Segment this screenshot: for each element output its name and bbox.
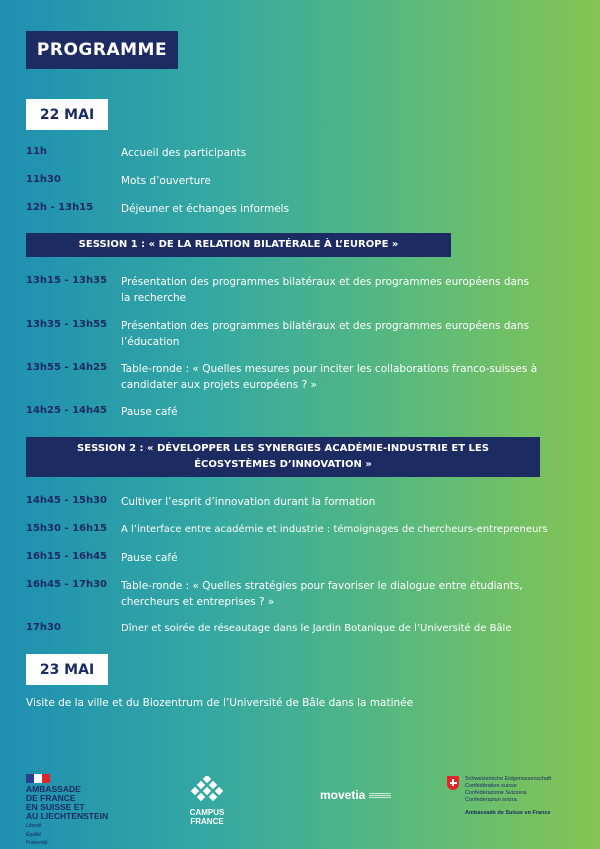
schedule-desc: A l’interface entre académie et industrie : témoignages de chercheurs-entrepreneurs: [121, 524, 548, 535]
schedule-desc: Présentation des programmes bilatéraux et des programmes européens dans la recherche: [121, 276, 530, 304]
swiss-name-line: Schweizerische Eidgenossenschaft: [465, 776, 552, 782]
schedule-time: 15h30 - 16h15: [26, 523, 108, 534]
schedule-row: [26, 522, 586, 538]
schedule-time: 13h55 - 14h25: [26, 362, 108, 373]
schedule-row: [26, 201, 586, 217]
session-2-line1: SESSION 2 : « DÉVELOPPER LES SYNERGIES ACADÉMIE-INDUSTRIE ET LES: [77, 443, 489, 454]
ambassade-line: AMBASSADE: [26, 784, 81, 794]
schedule-row: [26, 173, 586, 189]
schedule-time: 11h: [26, 146, 48, 157]
schedule-row: [26, 578, 586, 610]
schedule-desc: Cultiver l’esprit d’innovation durant la formation: [121, 496, 376, 508]
schedule-desc: Mots d’ouverture: [121, 175, 211, 187]
session-2-header: [26, 437, 540, 477]
schedule-time: 14h25 - 14h45: [26, 405, 108, 416]
schedule-time: 17h30: [26, 622, 61, 633]
ambassade-line: AU LIECHTENSTEIN: [26, 811, 109, 821]
visit-text: Visite de la ville et du Biozentrum de l’Université de Bâle dans la matinée: [26, 697, 414, 709]
swiss-name-line: Confederazione Svizzera: [465, 790, 527, 796]
schedule-desc: Pause café: [121, 406, 178, 418]
campus-france-logo: [186, 776, 228, 826]
swiss-name-line: Confédération suisse: [465, 783, 517, 789]
campus-france-line: FRANCE: [190, 817, 224, 826]
swiss-shield-icon: [447, 776, 459, 790]
schedule-time: 16h45 - 17h30: [26, 579, 108, 590]
schedule-time: 14h45 - 15h30: [26, 495, 108, 506]
motto-line: Égalité: [26, 831, 42, 838]
schedule-desc: Accueil des participants: [121, 147, 247, 159]
session-1-header: SESSION 1 : « DE LA RELATION BILATÉRALE À L’EUROPE »: [26, 233, 451, 257]
schedule-row: [26, 318, 586, 350]
schedule-row: [26, 274, 586, 306]
programme-title: PROGRAMME: [26, 31, 178, 69]
ambassade-line: EN SUISSE ET: [26, 802, 85, 812]
ambassade-france-logo: [26, 774, 108, 847]
schedule-time: 13h15 - 13h35: [26, 275, 108, 286]
schedule-time: 11h30: [26, 174, 61, 185]
schedule-row: [26, 621, 586, 637]
day-label-22-mai: 22 MAI: [26, 99, 108, 130]
swiss-name-line: Confederaziun svizra: [465, 797, 517, 803]
swiss-embassy-name: Ambassade de Suisse en France: [465, 810, 551, 816]
movetia-wordmark: movetia: [320, 788, 366, 802]
schedule-desc: Table-ronde : « Quelles mesures pour inciter les collaborations franco-suisses à candidater aux projets européens ? »: [121, 363, 538, 391]
schedule-row: [26, 494, 586, 510]
day-label-23-mai: 23 MAI: [26, 654, 108, 685]
schedule-time: 12h - 13h15: [26, 202, 94, 213]
swiss-embassy-logo: [447, 776, 551, 816]
movetia-lines-icon: [369, 793, 391, 798]
schedule-desc: Pause café: [121, 552, 178, 564]
schedule-row: [26, 361, 586, 393]
campus-france-diamond-icon: [186, 776, 228, 804]
session-2-line2: ÉCOSYSTÈMES D’INNOVATION »: [194, 459, 372, 470]
schedule-row: [26, 404, 586, 420]
schedule-desc: Présentation des programmes bilatéraux et des programmes européens dans l’éducation: [121, 320, 530, 348]
ambassade-line: DE FRANCE: [26, 793, 76, 803]
schedule-desc: Table-ronde : « Quelles stratégies pour favoriser le dialogue entre étudiants, chercheurs et entreprises ? »: [121, 580, 523, 608]
schedule-desc: Dîner et soirée de réseautage dans le Jardin Botanique de l’Université de Bâle: [121, 623, 512, 634]
schedule-time: 13h35 - 13h55: [26, 319, 108, 330]
french-flag-icon: [26, 774, 50, 783]
schedule-row: [26, 550, 586, 566]
schedule-row: [26, 145, 586, 161]
schedule-time: 16h15 - 16h45: [26, 551, 108, 562]
motto-line: Liberté: [26, 823, 42, 829]
movetia-logo: [320, 788, 391, 802]
schedule-desc: Déjeuner et échanges informels: [121, 203, 290, 215]
motto-line: Fraternité: [26, 840, 48, 846]
campus-france-line: CAMPUS: [189, 808, 225, 817]
